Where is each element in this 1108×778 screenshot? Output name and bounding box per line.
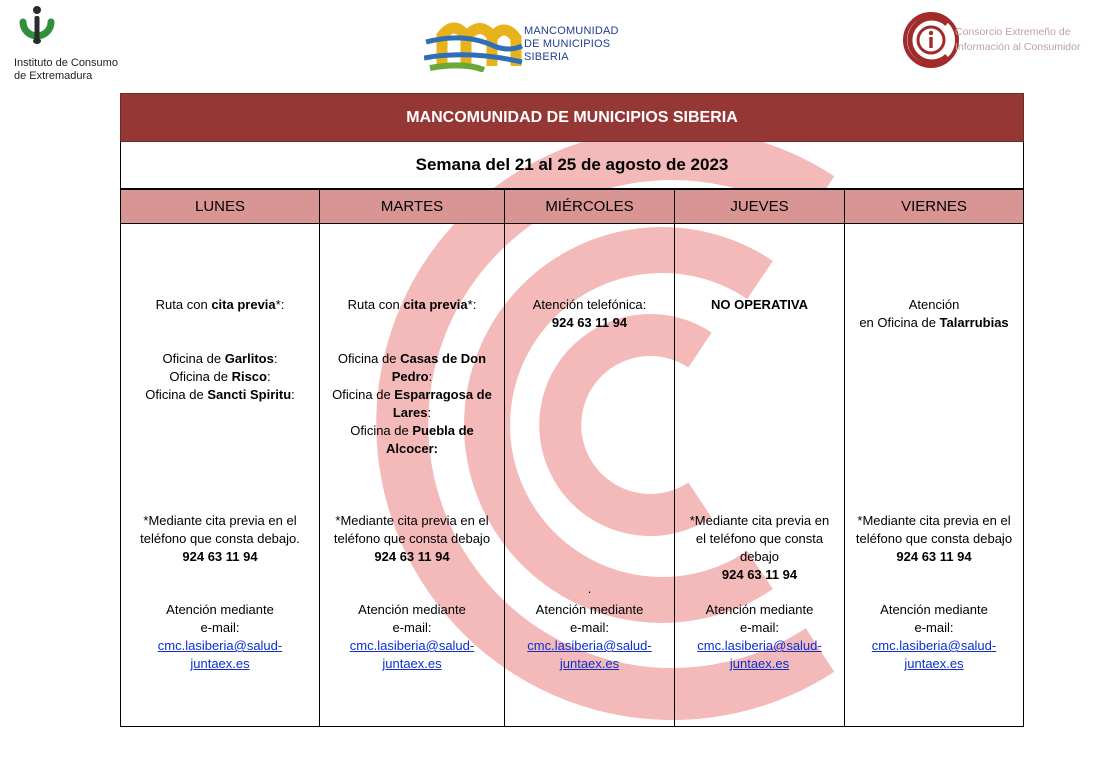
martes-of1-name-2: Pedro [391, 369, 429, 384]
martes-note-line-2: teléfono que consta debajo [333, 531, 491, 546]
cell-martes [320, 224, 505, 727]
lunes-of2-name: Risco [231, 369, 267, 384]
martes-email-link[interactable] [350, 638, 474, 671]
instituto-consumo-logo [12, 4, 152, 84]
viernes-phone: 924 63 11 94 [896, 549, 972, 564]
martes-of2-post: : [427, 405, 432, 420]
miercoles-dot: . [587, 581, 592, 596]
viernes-email-part-2: juntaex.es [904, 656, 964, 671]
day-header-lunes: LUNES [120, 189, 320, 224]
jueves-status [681, 296, 838, 314]
lunes-note-line-2: teléfono que consta debajo. [140, 531, 300, 546]
jueves-email-block [681, 601, 838, 673]
mancomunidad-logo [424, 16, 664, 74]
jueves-status-text: NO OPERATIVA [710, 297, 809, 312]
martes-email-label-1: Atención mediante [358, 602, 466, 617]
lunes-ruta-text: Ruta con [155, 297, 212, 312]
lunes-oficinas [127, 350, 313, 404]
miercoles-email-block [511, 601, 668, 673]
lunes-oficina-1 [127, 350, 313, 368]
days-header-row [120, 189, 1024, 224]
martes-oficina-3 [326, 422, 498, 440]
miercoles-email-link[interactable] [527, 638, 651, 671]
jueves-email-part-1: cmc.lasiberia@salud- [697, 638, 822, 653]
miercoles-tel-label: Atención telefónica: [532, 297, 647, 312]
martes-of3-name-1: Puebla de [412, 423, 474, 438]
martes-email-block [326, 601, 498, 673]
martes-email-part-2: juntaex.es [382, 656, 442, 671]
viernes-note-line-1: *Mediante cita previa en el [857, 513, 1011, 528]
day-header-viernes: VIERNES [845, 189, 1024, 224]
week-heading: Semana del 21 al 25 de agosto de 2023 [120, 141, 1024, 189]
martes-of3-pre: Oficina de [350, 423, 413, 438]
consorcio-line-1: Consorcio Extremeño de [955, 26, 1071, 38]
martes-oficina-1 [326, 350, 498, 368]
mancomunidad-line-3: SIBERIA [524, 51, 569, 63]
schedule-body-row [120, 224, 1024, 727]
lunes-of1-post: : [273, 351, 278, 366]
martes-oficinas [326, 350, 498, 458]
lunes-ruta-suffix: *: [275, 297, 285, 312]
viernes-email-link[interactable] [872, 638, 996, 671]
consorcio-logo-icon [901, 10, 961, 70]
lunes-of3-name: Sancti Spiritu [207, 387, 292, 402]
mancomunidad-logo-icon [424, 16, 524, 72]
cell-miercoles [505, 224, 675, 727]
viernes-oficina [851, 314, 1017, 332]
martes-oficina-1b [326, 368, 498, 386]
viernes-note [851, 512, 1017, 566]
lunes-email-label-1: Atención mediante [166, 602, 274, 617]
martes-ruta-bold: cita previa [403, 297, 468, 312]
martes-of2-pre: Oficina de [332, 387, 395, 402]
jueves-email-link[interactable] [697, 638, 821, 671]
viernes-oficina-name: Talarrubias [939, 315, 1009, 330]
instituto-line-1: Instituto de Consumo [14, 57, 118, 69]
jueves-note [681, 512, 838, 584]
lunes-email-link[interactable] [158, 638, 282, 671]
cell-viernes [845, 224, 1024, 727]
martes-oficina-2 [326, 386, 498, 404]
jueves-email-label-2: e-mail: [739, 620, 779, 635]
lunes-of1-pre: Oficina de [162, 351, 225, 366]
lunes-note-line-1: *Mediante cita previa en el [143, 513, 297, 528]
cell-lunes [120, 224, 320, 727]
martes-of1-post: : [428, 369, 433, 384]
mancomunidad-line-1: MANCOMUNIDAD [524, 25, 619, 37]
lunes-of3-post: : [291, 387, 295, 402]
jueves-note-line-3: debajo [739, 549, 780, 564]
lunes-email-block [127, 601, 313, 673]
cell-jueves [675, 224, 845, 727]
martes-of2-name-1: Esparragosa de [394, 387, 492, 402]
martes-note [326, 512, 498, 566]
viernes-note-line-2: teléfono que consta debajo [855, 531, 1013, 546]
schedule-table [120, 93, 1024, 727]
martes-oficina-3b [326, 440, 498, 458]
jueves-note-line-1: *Mediante cita previa en [689, 513, 830, 528]
day-header-martes: MARTES [320, 189, 505, 224]
lunes-oficina-2 [127, 368, 313, 386]
table-title: MANCOMUNIDAD DE MUNICIPIOS SIBERIA [120, 93, 1024, 142]
martes-ruta [326, 296, 498, 314]
jueves-note-line-2: el teléfono que consta [695, 531, 824, 546]
instituto-logo-icon [15, 4, 59, 54]
martes-note-line-1: *Mediante cita previa en el [335, 513, 489, 528]
martes-phone: 924 63 11 94 [374, 549, 450, 564]
miercoles-telefono [511, 296, 668, 332]
martes-ruta-text: Ruta con [347, 297, 404, 312]
jueves-email-label-1: Atención mediante [705, 602, 814, 617]
lunes-note [127, 512, 313, 566]
consorcio-line-2: Información al Consumidor [955, 41, 1081, 53]
consorcio-logo [901, 10, 1101, 70]
mancomunidad-line-2: DE MUNICIPIOS [524, 38, 611, 50]
martes-of1-name-1: Casas de Don [400, 351, 487, 366]
lunes-phone: 924 63 11 94 [182, 549, 258, 564]
miercoles-email-label-2: e-mail: [569, 620, 609, 635]
martes-of2-name-2: Lares [392, 405, 428, 420]
viernes-email-label-2: e-mail: [914, 620, 954, 635]
miercoles-email-label-1: Atención mediante [535, 602, 644, 617]
miercoles-phone: 924 63 11 94 [551, 315, 628, 330]
lunes-of1-name: Garlitos [224, 351, 274, 366]
jueves-phone: 924 63 11 94 [721, 567, 798, 582]
martes-ruta-suffix: *: [467, 297, 477, 312]
lunes-ruta-bold: cita previa [211, 297, 276, 312]
viernes-atencion-label: Atención [908, 297, 960, 312]
viernes-email-part-1: cmc.lasiberia@salud- [871, 638, 997, 653]
jueves-email-part-2: juntaex.es [729, 656, 790, 671]
miercoles-email-part-2: juntaex.es [559, 656, 620, 671]
miercoles-email-part-1: cmc.lasiberia@salud- [527, 638, 652, 653]
viernes-atencion [851, 296, 1017, 332]
martes-email-part-1: cmc.lasiberia@salud- [349, 638, 475, 653]
lunes-email-part-2: juntaex.es [190, 656, 250, 671]
day-header-miercoles: MIÉRCOLES [505, 189, 675, 224]
lunes-email-part-1: cmc.lasiberia@salud- [157, 638, 283, 653]
lunes-of2-post: : [266, 369, 271, 384]
martes-email-label-2: e-mail: [392, 620, 432, 635]
lunes-of2-pre: Oficina de [169, 369, 232, 384]
lunes-of3-pre: Oficina de [145, 387, 208, 402]
martes-of1-pre: Oficina de [337, 351, 401, 366]
viernes-email-block [851, 601, 1017, 673]
viernes-email-label-1: Atención mediante [880, 602, 988, 617]
martes-of3-name-2: Alcocer: [385, 441, 439, 456]
day-header-jueves: JUEVES [675, 189, 845, 224]
martes-oficina-2b [326, 404, 498, 422]
lunes-ruta [127, 296, 313, 314]
lunes-oficina-3 [127, 386, 313, 404]
viernes-oficina-pre: en Oficina de [859, 315, 940, 330]
lunes-email-label-2: e-mail: [200, 620, 240, 635]
instituto-line-2: de Extremadura [14, 70, 93, 82]
